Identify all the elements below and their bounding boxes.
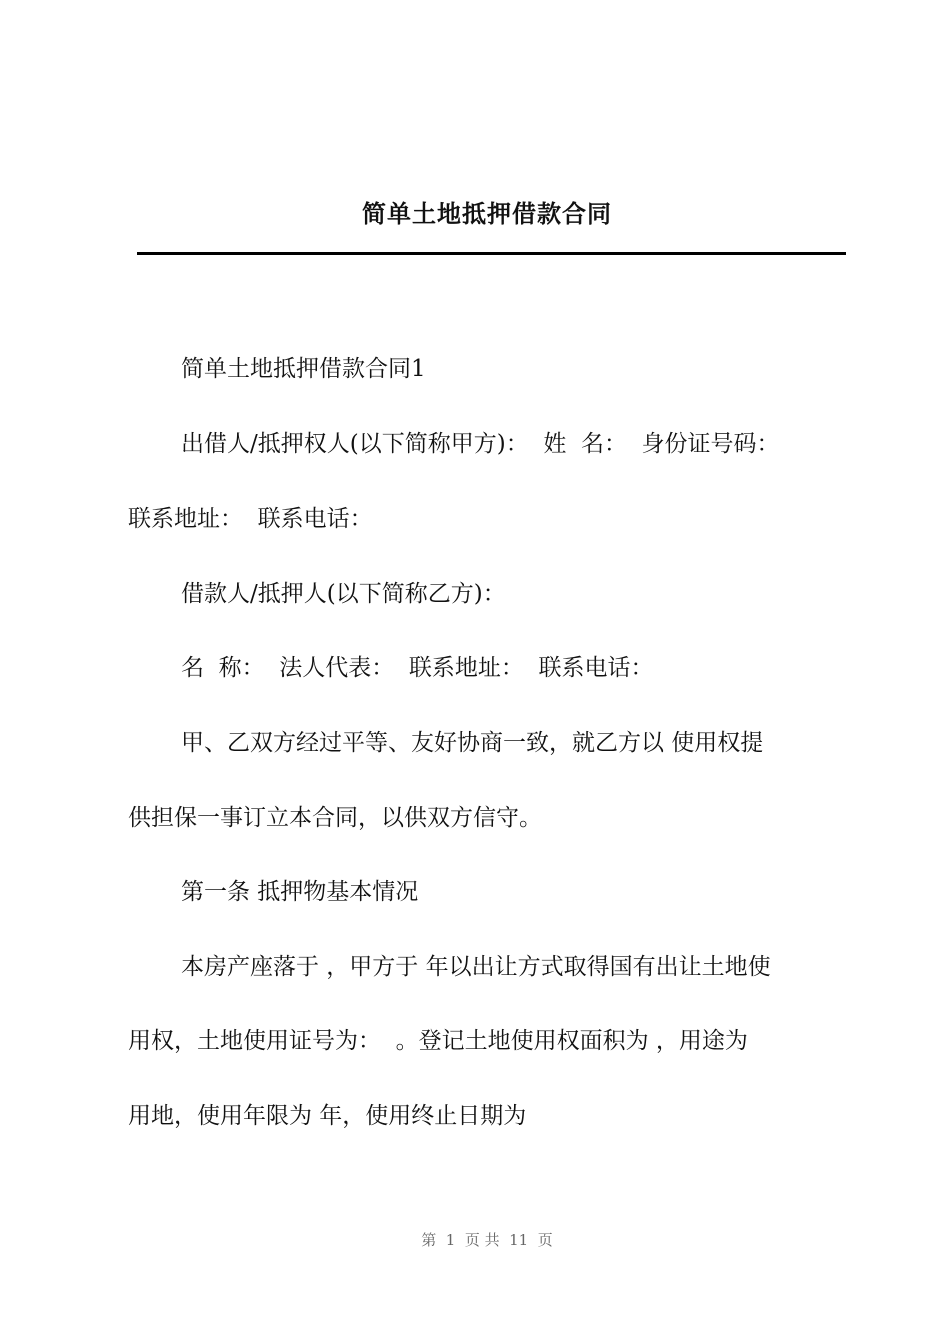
title-divider <box>137 252 846 255</box>
document-title: 简单土地抵押借款合同 <box>362 200 612 228</box>
body-line: 本房产座落于 ，甲方于 年以出让方式取得国有出让土地使 <box>181 954 771 980</box>
body-line: 借款人/抵押人(以下简称乙方)： <box>181 581 506 607</box>
body-line: 名 称： 法人代表： 联系地址： 联系电话： <box>181 655 654 681</box>
section-heading: 简单土地抵押借款合同1 <box>181 356 426 382</box>
article-heading: 第一条 抵押物基本情况 <box>181 879 419 905</box>
body-line: 联系地址： 联系电话： <box>128 506 373 532</box>
body-line: 供担保一事订立本合同，以供双方信守。 <box>128 805 542 831</box>
body-line: 甲、乙双方经过平等、友好协商一致，就乙方以 使用权提 <box>181 730 764 756</box>
page-number-footer: 第 1 页 共 11 页 <box>421 1231 553 1249</box>
body-line: 用权，土地使用证号为： 。登记土地使用权面积为 ，用途为 <box>128 1028 748 1054</box>
body-line: 出借人/抵押权人(以下简称甲方)： 姓 名： 身份证号码： <box>181 431 780 457</box>
body-line: 用地，使用年限为 年，使用终止日期为 <box>128 1103 527 1129</box>
